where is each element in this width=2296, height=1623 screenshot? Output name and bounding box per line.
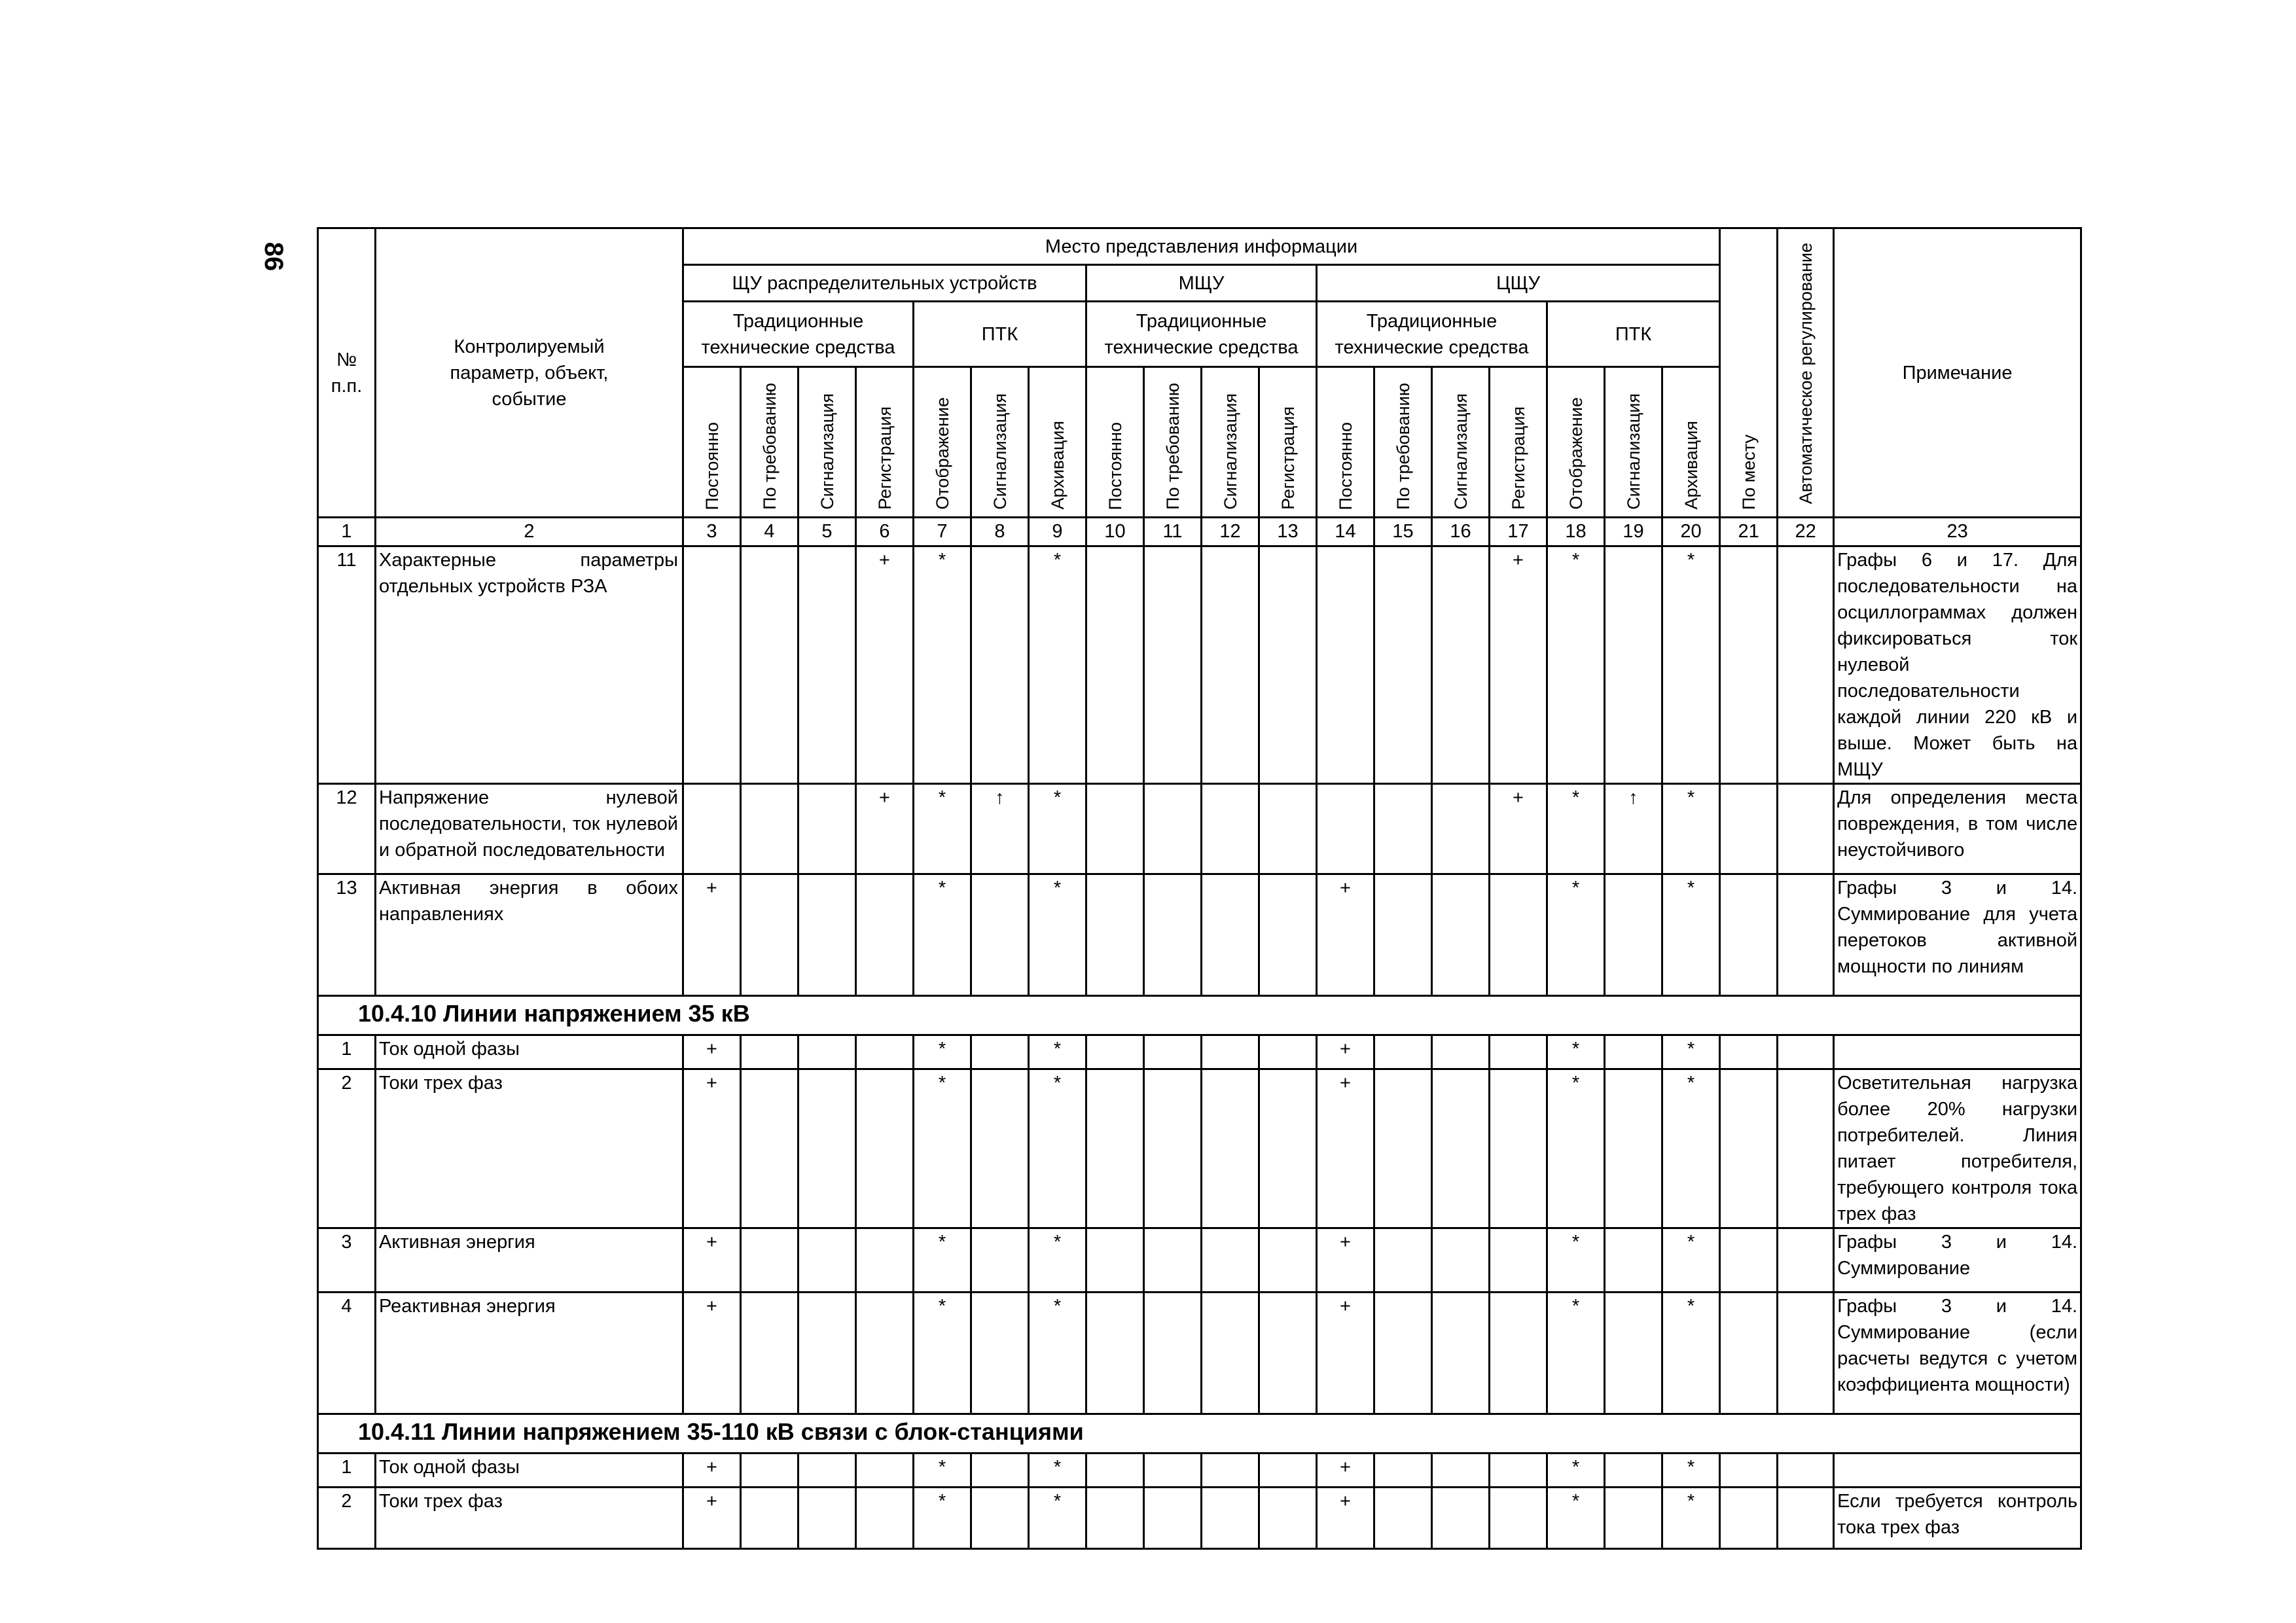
mark-cell: * [1029, 874, 1086, 996]
mark-cell [1490, 1293, 1547, 1414]
mark-cell [1144, 1293, 1202, 1414]
col-header-subcolumn: Постоянно [1317, 367, 1374, 518]
mark-cell [1374, 1035, 1432, 1069]
mark-cell [1432, 874, 1490, 996]
mark-cell [1144, 1488, 1202, 1549]
mark-cell: + [683, 1069, 741, 1228]
column-number: 9 [1029, 518, 1086, 546]
row-parameter: Ток одной фазы [376, 1454, 683, 1488]
mark-cell: + [1490, 546, 1547, 784]
mark-cell: + [683, 1228, 741, 1293]
mark-cell [1778, 784, 1834, 874]
table-row [318, 546, 2081, 784]
mark-cell [1490, 1454, 1547, 1488]
mark-cell [971, 874, 1029, 996]
col-header-tsshu: ЦЩУ [1317, 265, 1720, 302]
mark-cell [1490, 1035, 1547, 1069]
mark-cell: * [1547, 784, 1605, 874]
row-number: 3 [318, 1228, 376, 1293]
mark-cell [741, 874, 798, 996]
mark-cell [856, 1228, 914, 1293]
column-number: 10 [1086, 518, 1144, 546]
col-header-subcolumn: Регистрация [1490, 367, 1547, 518]
mark-cell [1259, 546, 1317, 784]
mark-cell [1202, 784, 1259, 874]
column-number: 2 [376, 518, 683, 546]
column-number: 17 [1490, 518, 1547, 546]
mark-cell: * [914, 1454, 971, 1488]
row-parameter: Характерные параметры отдельных устройств РЗА [376, 546, 683, 784]
mark-cell [1490, 1488, 1547, 1549]
mark-cell [856, 874, 914, 996]
mark-cell [856, 1035, 914, 1069]
col-header-subcolumn: По требованию [1374, 367, 1432, 518]
mark-cell [1086, 874, 1144, 996]
mark-cell: * [1662, 1488, 1720, 1549]
mark-cell: * [1547, 546, 1605, 784]
mark-cell [1374, 1488, 1432, 1549]
mark-cell: * [1547, 1488, 1605, 1549]
column-number: 3 [683, 518, 741, 546]
col-header-subcolumn: Отображение [1547, 367, 1605, 518]
column-number: 14 [1317, 518, 1374, 546]
col-header-subcolumn: Сигнализация [1432, 367, 1490, 518]
mark-cell: + [683, 1454, 741, 1488]
mark-cell [798, 1454, 856, 1488]
column-number: 19 [1605, 518, 1662, 546]
row-number: 13 [318, 874, 376, 996]
mark-cell [1605, 1454, 1662, 1488]
mark-cell [1374, 874, 1432, 996]
mark-cell [971, 1488, 1029, 1549]
mark-cell [798, 874, 856, 996]
col-header-on-site: По месту [1720, 228, 1778, 518]
row-note: Осветительная нагрузка более 20% нагрузки потребителей. Линия питает потребителя, требующего контроля тока трех фаз [1834, 1069, 2081, 1228]
mark-cell: * [914, 1035, 971, 1069]
mark-cell: + [1317, 1454, 1374, 1488]
mark-cell [1086, 1069, 1144, 1228]
section-heading: 10.4.10 Линии напряжением 35 кВ [318, 996, 2081, 1035]
row-note: Графы 3 и 14. Суммирование [1834, 1228, 2081, 1293]
mark-cell [1778, 546, 1834, 784]
mark-cell [1144, 1035, 1202, 1069]
mark-cell: + [1317, 874, 1374, 996]
mark-cell [741, 546, 798, 784]
column-number: 1 [318, 518, 376, 546]
mark-cell: + [683, 1035, 741, 1069]
table-row [318, 1293, 2081, 1414]
mark-cell: + [683, 874, 741, 996]
mark-cell [1086, 1454, 1144, 1488]
mark-cell [1259, 1228, 1317, 1293]
mark-cell: * [1662, 1454, 1720, 1488]
row-parameter: Ток одной фазы [376, 1035, 683, 1069]
mark-cell: * [1029, 1035, 1086, 1069]
mark-cell: * [1662, 1293, 1720, 1414]
mark-cell: + [1317, 1488, 1374, 1549]
mark-cell [1202, 1228, 1259, 1293]
mark-cell [1374, 1293, 1432, 1414]
row-parameter: Напряжение нулевой последовательности, ток нулевой и обратной последовательности [376, 784, 683, 874]
column-number: 4 [741, 518, 798, 546]
col-header-mshu: МЩУ [1086, 265, 1317, 302]
section-heading: 10.4.11 Линии напряжением 35-110 кВ связи с блок-станциями [318, 1414, 2081, 1454]
mark-cell [1432, 784, 1490, 874]
mark-cell [1720, 1035, 1778, 1069]
col-header-subcolumn: Архивация [1029, 367, 1086, 518]
mark-cell [856, 1454, 914, 1488]
mark-cell [1317, 546, 1374, 784]
mark-cell: * [1029, 1293, 1086, 1414]
col-header-shu-ptk: ПТК [914, 302, 1086, 367]
mark-cell [1778, 1293, 1834, 1414]
mark-cell: + [683, 1293, 741, 1414]
col-header-place: Место представления информации [683, 228, 1720, 265]
mark-cell [1202, 1488, 1259, 1549]
mark-cell: * [1662, 784, 1720, 874]
col-header-subcolumn: Регистрация [1259, 367, 1317, 518]
table-row [318, 874, 2081, 996]
mark-cell [856, 1293, 914, 1414]
mark-cell [1374, 1228, 1432, 1293]
mark-cell [971, 546, 1029, 784]
mark-cell [1778, 1069, 1834, 1228]
mark-cell [683, 784, 741, 874]
mark-cell [1259, 1488, 1317, 1549]
table-row [318, 1069, 2081, 1228]
mark-cell [1374, 784, 1432, 874]
table-row [318, 1035, 2081, 1069]
mark-cell [1202, 1293, 1259, 1414]
mark-cell [1490, 1069, 1547, 1228]
mark-cell [1086, 1228, 1144, 1293]
mark-cell [741, 1069, 798, 1228]
mark-cell [1778, 874, 1834, 996]
column-number: 11 [1144, 518, 1202, 546]
mark-cell [1086, 1488, 1144, 1549]
mark-cell: * [914, 784, 971, 874]
column-number: 7 [914, 518, 971, 546]
col-header-subcolumn: Сигнализация [798, 367, 856, 518]
col-header-auto-reg: Автоматическое регулирование [1778, 228, 1834, 518]
mark-cell [798, 1228, 856, 1293]
mark-cell [1605, 546, 1662, 784]
column-number: 6 [856, 518, 914, 546]
mark-cell [1259, 1293, 1317, 1414]
mark-cell: * [914, 874, 971, 996]
mark-cell [1144, 1069, 1202, 1228]
mark-cell [1720, 546, 1778, 784]
col-header-subcolumn: По требованию [741, 367, 798, 518]
mark-cell: * [1547, 874, 1605, 996]
mark-cell [683, 546, 741, 784]
col-header-subcolumn: Сигнализация [1202, 367, 1259, 518]
mark-cell: * [1662, 1035, 1720, 1069]
mark-cell [971, 1035, 1029, 1069]
mark-cell [1374, 1454, 1432, 1488]
mark-cell [1086, 1035, 1144, 1069]
mark-cell [1202, 1069, 1259, 1228]
col-header-note: Примечание [1834, 228, 2081, 518]
mark-cell [971, 1228, 1029, 1293]
table-row [318, 1228, 2081, 1293]
col-header-subcolumn: По требованию [1144, 367, 1202, 518]
row-parameter: Реактивная энергия [376, 1293, 683, 1414]
mark-cell [1259, 1069, 1317, 1228]
mark-cell [1432, 1228, 1490, 1293]
col-header-subcolumn: Сигнализация [971, 367, 1029, 518]
mark-cell [1144, 1228, 1202, 1293]
col-header-tsshu-ptk: ПТК [1547, 302, 1720, 367]
mark-cell: * [1662, 1228, 1720, 1293]
row-note: Графы 6 и 17. Для последовательности на осциллограммах должен фиксироваться ток нулевой последовательности каждой линии 220 кВ и выше. Может быть на МЩУ [1834, 546, 2081, 784]
mark-cell [1432, 546, 1490, 784]
mark-cell: * [1547, 1228, 1605, 1293]
mark-cell [1202, 874, 1259, 996]
mark-cell [1720, 1488, 1778, 1549]
mark-cell [1778, 1454, 1834, 1488]
mark-cell [741, 1454, 798, 1488]
mark-cell: * [1662, 1069, 1720, 1228]
col-header-mshu-trad: Традиционные технические средства [1086, 302, 1317, 367]
mark-cell [971, 1293, 1029, 1414]
mark-cell: * [1029, 1454, 1086, 1488]
mark-cell: + [1317, 1293, 1374, 1414]
mark-cell [1720, 784, 1778, 874]
mark-cell [1317, 784, 1374, 874]
table-row [318, 1488, 2081, 1549]
mark-cell [1432, 1035, 1490, 1069]
mark-cell [741, 1488, 798, 1549]
col-header-subcolumn: Постоянно [683, 367, 741, 518]
mark-cell: * [1547, 1069, 1605, 1228]
mark-cell [741, 784, 798, 874]
col-header-subcolumn: Постоянно [1086, 367, 1144, 518]
column-number: 18 [1547, 518, 1605, 546]
mark-cell [1490, 874, 1547, 996]
mark-cell [1720, 1228, 1778, 1293]
mark-cell [1605, 874, 1662, 996]
row-parameter: Токи трех фаз [376, 1069, 683, 1228]
col-header-tsshu-trad: Традиционные технические средства [1317, 302, 1547, 367]
col-header-param: Контролируемый параметр, объект, событие [376, 228, 683, 518]
mark-cell [1259, 1454, 1317, 1488]
column-number: 16 [1432, 518, 1490, 546]
row-note [1834, 1454, 2081, 1488]
mark-cell [798, 1069, 856, 1228]
mark-cell [1432, 1454, 1490, 1488]
mark-cell [1086, 1293, 1144, 1414]
row-note [1834, 1035, 2081, 1069]
mark-cell [1720, 1454, 1778, 1488]
mark-cell: * [1029, 1488, 1086, 1549]
col-header-num: № п.п. [318, 228, 376, 518]
mark-cell [1605, 1069, 1662, 1228]
mark-cell [856, 1488, 914, 1549]
column-number: 22 [1778, 518, 1834, 546]
mark-cell [1432, 1069, 1490, 1228]
mark-cell [1605, 1488, 1662, 1549]
mark-cell: * [914, 1488, 971, 1549]
table-row [318, 1454, 2081, 1488]
mark-cell: * [914, 1069, 971, 1228]
mark-cell [798, 1035, 856, 1069]
mark-cell: * [1547, 1293, 1605, 1414]
column-number: 12 [1202, 518, 1259, 546]
row-parameter: Токи трех фаз [376, 1488, 683, 1549]
mark-cell [1259, 1035, 1317, 1069]
mark-cell [798, 546, 856, 784]
col-header-shu-trad: Традиционные технические средства [683, 302, 914, 367]
mark-cell: ↑ [1605, 784, 1662, 874]
mark-cell: * [914, 1293, 971, 1414]
mark-cell: * [914, 1228, 971, 1293]
col-header-shu: ЩУ распределительных устройств [683, 265, 1086, 302]
column-number: 15 [1374, 518, 1432, 546]
row-number: 12 [318, 784, 376, 874]
mark-cell [1720, 874, 1778, 996]
mark-cell: + [856, 546, 914, 784]
mark-cell: + [1317, 1228, 1374, 1293]
mark-cell: + [1317, 1035, 1374, 1069]
mark-cell [1202, 1454, 1259, 1488]
mark-cell: + [1490, 784, 1547, 874]
row-parameter: Активная энергия в обоих направлениях [376, 874, 683, 996]
mark-cell [1490, 1228, 1547, 1293]
mark-cell: * [1029, 1069, 1086, 1228]
table-row [318, 784, 2081, 874]
mark-cell [1259, 874, 1317, 996]
row-number: 11 [318, 546, 376, 784]
mark-cell [1605, 1228, 1662, 1293]
row-number: 2 [318, 1488, 376, 1549]
mark-cell [741, 1293, 798, 1414]
row-number: 1 [318, 1035, 376, 1069]
col-header-subcolumn: Отображение [914, 367, 971, 518]
mark-cell [1720, 1293, 1778, 1414]
mark-cell [798, 1293, 856, 1414]
mark-cell [1086, 546, 1144, 784]
mark-cell [1202, 1035, 1259, 1069]
mark-cell: + [1317, 1069, 1374, 1228]
control-parameters-table [317, 227, 2082, 1550]
mark-cell [1374, 1069, 1432, 1228]
mark-cell [1778, 1035, 1834, 1069]
mark-cell: + [856, 784, 914, 874]
mark-cell [1778, 1228, 1834, 1293]
mark-cell: * [1662, 874, 1720, 996]
mark-cell [856, 1069, 914, 1228]
row-number: 4 [318, 1293, 376, 1414]
mark-cell [1432, 1293, 1490, 1414]
mark-cell [1144, 784, 1202, 874]
mark-cell [798, 784, 856, 874]
mark-cell: * [914, 546, 971, 784]
mark-cell: * [1662, 546, 1720, 784]
row-number: 1 [318, 1454, 376, 1488]
column-number: 8 [971, 518, 1029, 546]
col-header-subcolumn: Архивация [1662, 367, 1720, 518]
mark-cell [1605, 1293, 1662, 1414]
col-header-subcolumn: Регистрация [856, 367, 914, 518]
mark-cell [1605, 1035, 1662, 1069]
mark-cell: * [1029, 784, 1086, 874]
mark-cell: + [683, 1488, 741, 1549]
page-number: 86 [259, 241, 289, 272]
mark-cell [1778, 1488, 1834, 1549]
mark-cell [1202, 546, 1259, 784]
row-note: Графы 3 и 14. Суммирование (если расчеты ведутся с учетом коэффициента мощности) [1834, 1293, 2081, 1414]
column-number: 20 [1662, 518, 1720, 546]
mark-cell [1374, 546, 1432, 784]
mark-cell [798, 1488, 856, 1549]
mark-cell: ↑ [971, 784, 1029, 874]
mark-cell [971, 1454, 1029, 1488]
mark-cell [1144, 546, 1202, 784]
column-number: 21 [1720, 518, 1778, 546]
column-number: 13 [1259, 518, 1317, 546]
mark-cell [1144, 1454, 1202, 1488]
mark-cell [971, 1069, 1029, 1228]
mark-cell [741, 1228, 798, 1293]
column-number: 5 [798, 518, 856, 546]
mark-cell: * [1547, 1454, 1605, 1488]
row-number: 2 [318, 1069, 376, 1228]
row-note: Графы 3 и 14. Суммирование для учета перетоков активной мощности по линиям [1834, 874, 2081, 996]
row-note: Для определения места повреждения, в том числе неустойчивого [1834, 784, 2081, 874]
mark-cell [1432, 1488, 1490, 1549]
mark-cell: * [1547, 1035, 1605, 1069]
row-note: Если требуется контроль тока трех фаз [1834, 1488, 2081, 1549]
mark-cell [1259, 784, 1317, 874]
mark-cell [741, 1035, 798, 1069]
column-number: 23 [1834, 518, 2081, 546]
mark-cell [1720, 1069, 1778, 1228]
mark-cell [1144, 874, 1202, 996]
row-parameter: Активная энергия [376, 1228, 683, 1293]
col-header-subcolumn: Сигнализация [1605, 367, 1662, 518]
mark-cell: * [1029, 546, 1086, 784]
mark-cell [1086, 784, 1144, 874]
mark-cell: * [1029, 1228, 1086, 1293]
